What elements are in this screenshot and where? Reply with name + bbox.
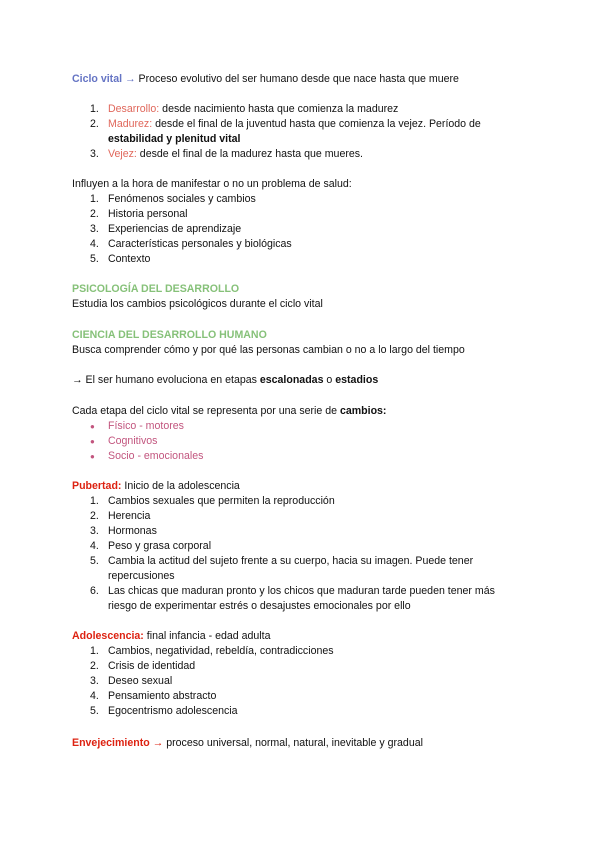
list-text: Hormonas bbox=[108, 525, 157, 537]
bullet-icon: ● bbox=[90, 437, 95, 446]
stage-item bbox=[80, 117, 481, 132]
list-text: Pensamiento abstracto bbox=[108, 690, 217, 702]
ciencia-text: Busca comprender cómo y por qué las personas cambian o no a lo largo del tiempo bbox=[72, 344, 465, 356]
list-item bbox=[80, 524, 157, 539]
list-number: 1. bbox=[90, 495, 99, 507]
list-text: Cambia la actitud del sujeto frente a su cuerpo, hacia su imagen. Puede tener bbox=[108, 555, 474, 567]
list-number: 2. bbox=[90, 118, 99, 130]
list-number: 4. bbox=[90, 238, 99, 250]
bullet-item bbox=[80, 449, 203, 464]
list-number: 3. bbox=[90, 525, 99, 537]
pubertad-line bbox=[72, 479, 240, 494]
cambios-prefix: Cada etapa del ciclo vital se representa por una serie de bbox=[72, 405, 340, 417]
bullet-icon: ● bbox=[90, 452, 95, 461]
list-text: Cambios, negatividad, rebeldía, contradicciones bbox=[108, 645, 334, 657]
list-number: 5. bbox=[90, 705, 99, 717]
list-text: Herencia bbox=[108, 510, 151, 522]
bullet-text: Socio - emocionales bbox=[108, 450, 204, 462]
adolescencia-line bbox=[72, 629, 270, 644]
ciclo-vital-definition bbox=[72, 72, 459, 87]
list-text: Contexto bbox=[108, 253, 151, 265]
list-item bbox=[80, 252, 150, 267]
list-item bbox=[80, 237, 292, 252]
adolescencia-text: final infancia - edad adulta bbox=[143, 630, 271, 642]
list-number: 2. bbox=[90, 660, 99, 672]
stage-bold-text: estabilidad y plenitud vital bbox=[108, 133, 241, 145]
list-text: Fenómenos sociales y cambios bbox=[108, 193, 256, 205]
list-item bbox=[80, 207, 188, 222]
list-number: 1. bbox=[90, 103, 99, 115]
list-item bbox=[80, 689, 216, 704]
envejecimiento-term: Envejecimiento → bbox=[72, 737, 164, 749]
list-item bbox=[80, 644, 334, 659]
stage-text: desde el final de la madurez hasta que mueres. bbox=[136, 148, 363, 160]
influyen-intro: Influyen a la hora de manifestar o no un problema de salud: bbox=[72, 178, 352, 190]
list-item bbox=[80, 509, 150, 524]
evoluciona-bold: escalonadas bbox=[259, 374, 324, 386]
list-number: 1. bbox=[90, 645, 99, 657]
list-number: 4. bbox=[90, 540, 99, 552]
list-number: 5. bbox=[90, 253, 99, 265]
list-item bbox=[80, 674, 172, 689]
bullet-text: Físico - motores bbox=[108, 420, 184, 432]
list-number: 5. bbox=[90, 555, 99, 567]
evoluciona-line bbox=[72, 373, 378, 388]
list-item bbox=[80, 704, 238, 719]
list-continuation: repercusiones bbox=[108, 570, 175, 582]
list-number: 2. bbox=[90, 208, 99, 220]
arrow-glyph: → bbox=[122, 73, 139, 85]
adolescencia-term: Adolescencia: bbox=[72, 630, 144, 642]
ciclo-vital-text: Proceso evolutivo del ser humano desde que nace hasta que muere bbox=[138, 73, 459, 85]
psicologia-heading: PSICOLOGÍA DEL DESARROLLO bbox=[72, 283, 240, 295]
list-text: Las chicas que maduran pronto y los chicos que maduran tarde pueden tener más bbox=[108, 585, 495, 597]
evoluciona-bold: estadios bbox=[335, 374, 379, 386]
list-continuation: riesgo de experimentar estrés o desajustes emocionales por ello bbox=[108, 600, 411, 612]
pubertad-text: Inicio de la adolescencia bbox=[121, 480, 240, 492]
list-text: Deseo sexual bbox=[108, 675, 173, 687]
evoluciona-prefix: → El ser humano evoluciona en etapas bbox=[72, 374, 260, 386]
ciclo-vital-term: Ciclo vital bbox=[72, 73, 123, 85]
list-number: 2. bbox=[90, 510, 99, 522]
stage-text: desde nacimiento hasta que comienza la madurez bbox=[159, 103, 399, 115]
list-item bbox=[80, 659, 195, 674]
list-item bbox=[80, 539, 211, 554]
envejecimiento-text: proceso universal, normal, natural, inevitable y gradual bbox=[163, 737, 423, 749]
list-text: Peso y grasa corporal bbox=[108, 540, 212, 552]
list-text: Cambios sexuales que permiten la reproducción bbox=[108, 495, 335, 507]
cambios-bold: cambios: bbox=[339, 405, 387, 417]
list-item bbox=[80, 222, 241, 237]
pubertad-term: Pubertad: bbox=[72, 480, 122, 492]
list-item bbox=[80, 192, 256, 207]
psicologia-text: Estudia los cambios psicológicos durante el ciclo vital bbox=[72, 298, 323, 310]
list-number: 6. bbox=[90, 585, 99, 597]
stage-continuation bbox=[108, 132, 240, 147]
list-text: Egocentrismo adolescencia bbox=[108, 705, 238, 717]
cambios-intro bbox=[72, 404, 386, 419]
bullet-text: Cognitivos bbox=[108, 435, 158, 447]
list-number: 3. bbox=[90, 148, 99, 160]
bullet-item bbox=[80, 434, 157, 449]
list-item bbox=[80, 494, 335, 509]
ciencia-heading: CIENCIA DEL DESARROLLO HUMANO bbox=[72, 329, 267, 341]
stage-name: Madurez: bbox=[108, 118, 153, 130]
stage-name: Desarrollo: bbox=[108, 103, 160, 115]
envejecimiento-line bbox=[72, 736, 423, 751]
stage-item bbox=[80, 147, 363, 162]
list-number: 3. bbox=[90, 223, 99, 235]
stage-name: Vejez: bbox=[108, 148, 137, 160]
list-number: 4. bbox=[90, 690, 99, 702]
bullet-icon: ● bbox=[90, 422, 95, 431]
evoluciona-mid: o bbox=[323, 374, 336, 386]
stage-text: desde el final de la juventud hasta que comienza la vejez. Período de bbox=[152, 118, 481, 130]
list-number: 3. bbox=[90, 675, 99, 687]
list-item bbox=[80, 554, 473, 569]
list-text: Características personales y biológicas bbox=[108, 238, 292, 250]
list-number: 1. bbox=[90, 193, 99, 205]
bullet-item bbox=[80, 419, 184, 434]
list-item bbox=[80, 584, 495, 599]
list-text: Historia personal bbox=[108, 208, 188, 220]
list-text: Experiencias de aprendizaje bbox=[108, 223, 242, 235]
list-text: Crisis de identidad bbox=[108, 660, 196, 672]
stage-item bbox=[80, 102, 398, 117]
